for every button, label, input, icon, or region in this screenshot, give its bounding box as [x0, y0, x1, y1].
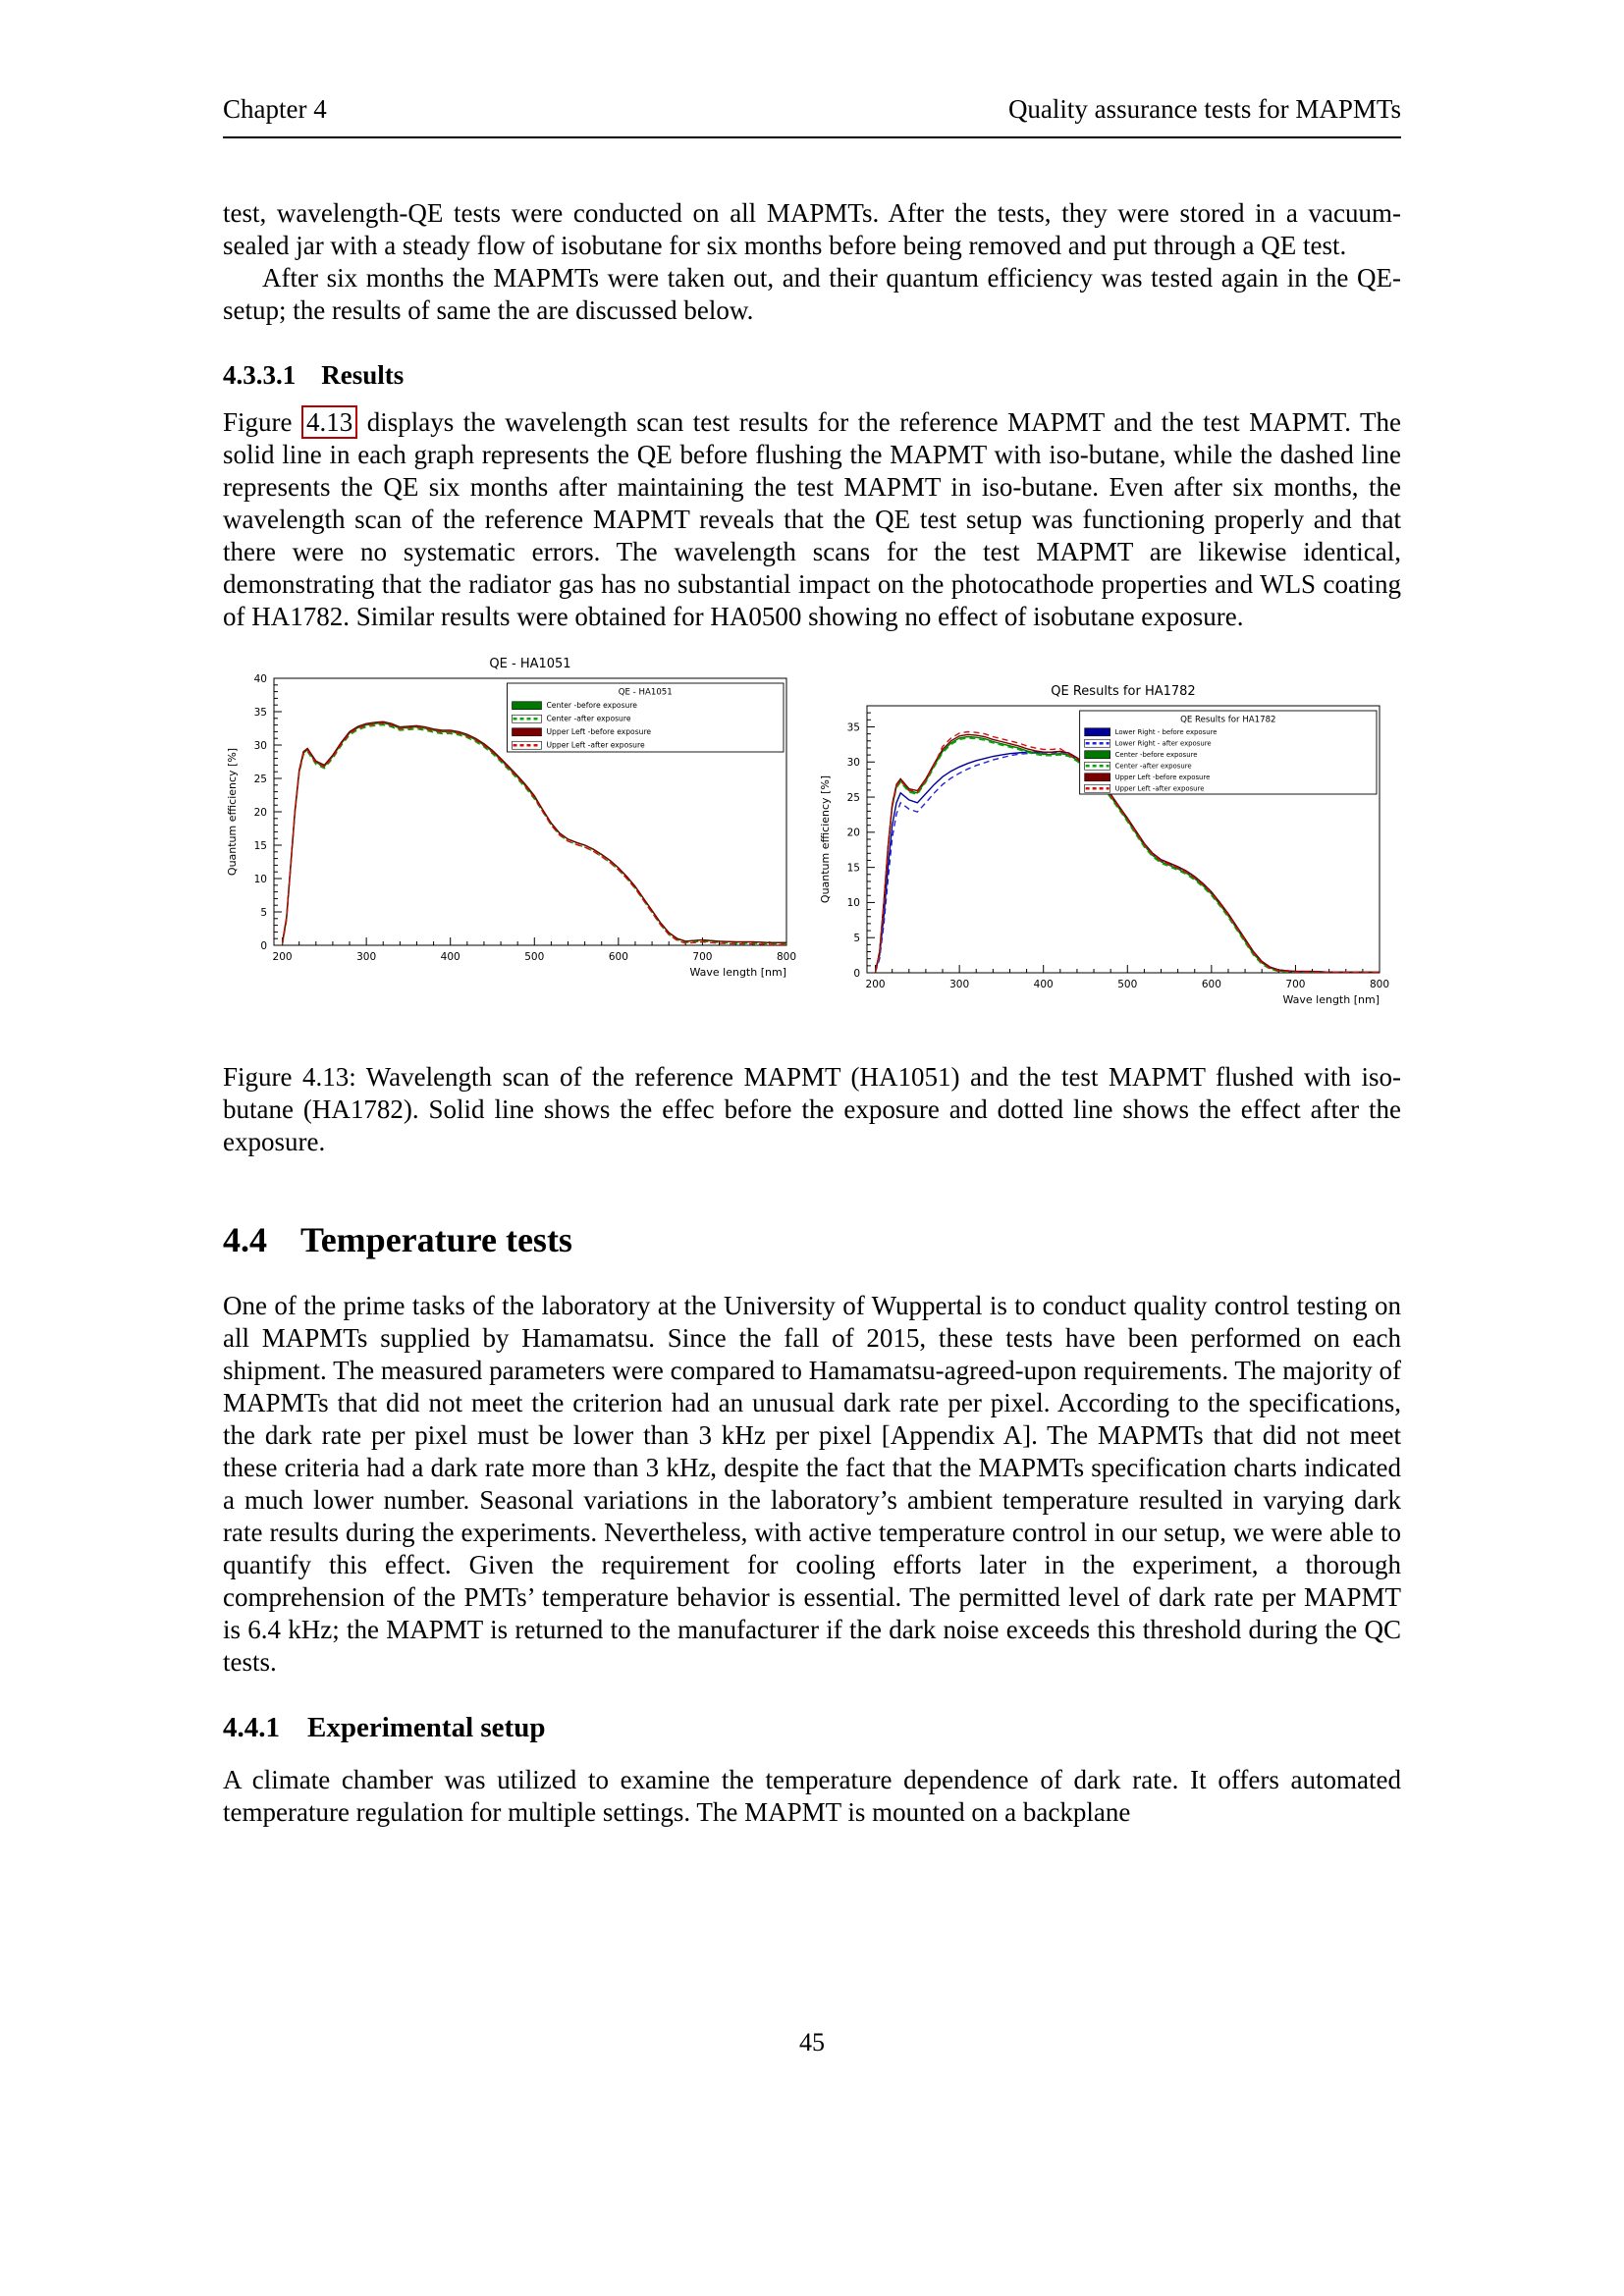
svg-text:Upper Left -before exposure: Upper Left -before exposure	[1114, 774, 1211, 782]
figure-caption-label: Figure 4.13:	[223, 1062, 366, 1092]
heading-results-number: 4.3.3.1	[223, 360, 297, 390]
svg-text:500: 500	[1117, 979, 1138, 990]
chart-legend	[508, 683, 784, 752]
svg-text:15: 15	[253, 839, 267, 852]
heading-temperature-tests	[223, 1219, 1401, 1260]
heading-temperature-number: 4.4	[223, 1220, 267, 1259]
svg-text:25: 25	[253, 773, 267, 785]
heading-setup-title: Experimental setup	[307, 1712, 546, 1743]
svg-text:5: 5	[853, 933, 860, 945]
svg-text:5: 5	[260, 906, 267, 919]
figure-ref-link[interactable]: 4.13	[301, 405, 357, 439]
chart-title: QE Results for HA1782	[1051, 684, 1196, 699]
svg-text:35: 35	[253, 706, 267, 719]
svg-text:20: 20	[253, 806, 267, 819]
figure-4-13	[223, 649, 1401, 1158]
svg-text:Upper Left -after exposure: Upper Left -after exposure	[546, 740, 645, 750]
y-axis-label: Quantum efficiency [%]	[819, 774, 832, 904]
svg-text:Lower Right - before exposure: Lower Right - before exposure	[1114, 728, 1218, 737]
svg-text:10: 10	[253, 873, 267, 885]
svg-text:200: 200	[272, 951, 293, 963]
svg-text:35: 35	[846, 721, 860, 734]
svg-text:Upper Left -after exposure: Upper Left -after exposure	[1114, 784, 1205, 793]
header-chapter-label: Chapter 4	[223, 94, 327, 124]
figure-caption-text: Wavelength scan of the reference MAPMT (HA1051) and the test MAPMT flushed with iso-butane (HA1782). Solid line shows the effec before the exposure and dotted line shows the effect after the exposure.	[223, 1062, 1401, 1156]
svg-text:15: 15	[846, 862, 860, 875]
paragraph-after-six-months: After six months the MAPMTs were taken out, and their quantum efficiency was tested again in the QE-setup; the results of same the are discussed below.	[223, 263, 1401, 325]
paragraph-climate-chamber: A climate chamber was utilized to examine the temperature dependence of dark rate. It offers automated temperature regulation for multiple settings. The MAPMT is mounted on a backplane	[223, 1765, 1401, 1827]
svg-text:20: 20	[846, 827, 860, 839]
svg-text:600: 600	[1201, 979, 1221, 990]
svg-text:0: 0	[853, 967, 860, 980]
paragraph-text: displays the wavelength scan test results for the reference MAPMT and the test MAPMT. The solid line in each graph represents the QE before flushing the MAPMT with iso-butane, while the dashed line represents the QE six months after maintaining the test MAPMT in iso-butane. Even after six months, the wavelength scan of the reference MAPMT reveals that the QE test setup was functioning properly and that there were no systematic errors. The wavelength scans for the test MAPMT are likewise identical, demonstrating that the radiator gas has no substantial impact on the photocathode properties and WLS coating of HA1782. Similar results were obtained for HA0500 showing no effect of isobutane exposure.	[223, 407, 1401, 631]
heading-temperature-title: Temperature tests	[300, 1220, 572, 1259]
svg-text:Lower Right - after exposure: Lower Right - after exposure	[1114, 739, 1212, 748]
svg-text:700: 700	[1285, 979, 1306, 990]
svg-text:30: 30	[253, 739, 267, 752]
heading-setup-number: 4.4.1	[223, 1712, 280, 1743]
heading-results-title: Results	[321, 360, 405, 390]
svg-text:Upper Left -before exposure: Upper Left -before exposure	[546, 727, 652, 737]
svg-text:400: 400	[440, 951, 460, 963]
svg-text:600: 600	[608, 951, 628, 963]
svg-text:Center -before exposure: Center -before exposure	[1114, 751, 1198, 760]
paragraph-temperature: One of the prime tasks of the laboratory at the University of Wuppertal is to conduct quality control testing on all MAPMTs supplied by Hamamatsu. Since the fall of 2015, these tests have been performed on each shipment. The measured parameters were compared to Hamamatsu-agreed-upon requirements. The majority of MAPMTs that did not meet the criterion had an unusual dark rate per pixel. According to the specifications, the dark rate per pixel must be lower than 3 kHz per pixel [Appendix A]. The MAPMTs that did not meet these criteria had a dark rate more than 3 kHz, despite the fact that the MAPMTs specification charts indicated a much lower number. Seasonal variations in the laboratory’s ambient temperature resulted in varying dark rate results during the experiments. Nevertheless, with active temperature control in our setup, we were able to quantify this effect. Given the requirement for cooling efforts later in the experiment, a thorough comprehension of the PMTs’ temperature behavior is essential. The permitted level of dark rate per MAPMT is 6.4 kHz; the MAPMT is returned to the manufacturer if the dark noise exceeds this threshold during the QC tests.	[223, 1291, 1401, 1677]
figure-charts-row	[223, 649, 1401, 1026]
chart-svg	[816, 676, 1391, 1026]
svg-text:Center -after exposure: Center -after exposure	[1114, 762, 1192, 771]
svg-text:300: 300	[949, 979, 970, 990]
heading-experimental-setup	[223, 1712, 1401, 1744]
svg-text:500: 500	[524, 951, 545, 963]
page-header	[223, 94, 1401, 138]
svg-text:400: 400	[1033, 979, 1054, 990]
x-axis-label: Wave length [nm]	[1282, 993, 1380, 1006]
page-number: 45	[799, 2028, 825, 2056]
chart-qe-ha1782	[816, 676, 1391, 1026]
x-axis-label: Wave length [nm]	[689, 966, 786, 979]
svg-text:40: 40	[253, 672, 267, 685]
svg-text:30: 30	[846, 757, 860, 770]
svg-text:25: 25	[846, 791, 860, 804]
paragraph-intro: test, wavelength-QE tests were conducted on all MAPMTs. After the tests, they were stored in a vacuum-sealed jar with a steady flow of isobutane for six months before being removed and put through a QE test.	[223, 198, 1401, 260]
legend-title: QE - HA1051	[618, 687, 673, 698]
svg-text:800: 800	[776, 951, 797, 963]
svg-text:300: 300	[356, 951, 377, 963]
heading-results	[223, 360, 1401, 391]
svg-text:10: 10	[846, 897, 860, 910]
svg-text:Center -before exposure: Center -before exposure	[546, 701, 637, 711]
svg-text:Center -after exposure: Center -after exposure	[546, 714, 631, 723]
chart-qe-ha1051	[223, 649, 798, 998]
paragraph-figure-discussion	[223, 406, 1401, 633]
figure-caption	[223, 1061, 1401, 1158]
header-chapter-title: Quality assurance tests for MAPMTs	[1007, 94, 1401, 124]
svg-text:200: 200	[865, 979, 886, 990]
paragraph-text: Figure	[223, 407, 302, 437]
svg-text:0: 0	[260, 939, 267, 952]
svg-text:700: 700	[692, 951, 713, 963]
legend-title: QE Results for HA1782	[1180, 715, 1276, 725]
y-axis-label: Quantum efficiency [%]	[226, 747, 239, 877]
chart-legend	[1080, 711, 1377, 794]
chart-svg	[223, 649, 798, 998]
chart-title: QE - HA1051	[489, 657, 571, 671]
svg-text:800: 800	[1369, 979, 1390, 990]
page-content	[223, 94, 1401, 1829]
